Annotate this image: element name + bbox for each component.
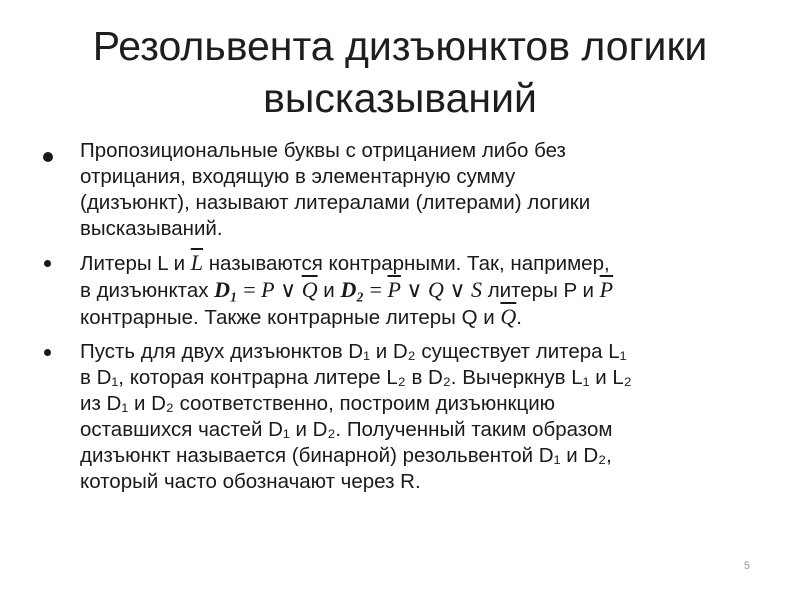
slide-title bbox=[40, 20, 760, 124]
bullet-1-line-1: Пропозициональные буквы с отрицанием либо без bbox=[80, 139, 566, 162]
bullet-dot-icon bbox=[44, 260, 51, 267]
text: и bbox=[317, 279, 341, 302]
bullet-item-1 bbox=[44, 138, 764, 242]
clause-d2: D₂ bbox=[340, 277, 365, 302]
literal-not-p: $\overline{P}$ bbox=[599, 277, 614, 302]
text: литеры P и bbox=[482, 279, 600, 302]
equals: = bbox=[237, 277, 262, 302]
bullet-list bbox=[44, 138, 764, 503]
or-sign: ∨ bbox=[443, 277, 471, 302]
bullet-3-line-3: из D₁ и D₂ соответственно, построим дизъюнкцию bbox=[80, 392, 556, 415]
literal-not-q: $\overline{Q}$ bbox=[301, 277, 318, 302]
or-sign: ∨ bbox=[400, 277, 428, 302]
bullet-2-line-1 bbox=[80, 250, 764, 277]
bullet-1-line-2: отрицания, входящую в элементарную сумму bbox=[80, 165, 516, 188]
text: в дизъюнктах bbox=[80, 279, 215, 302]
bullet-3-line-4: оставшихся частей D₁ и D₂. Полученный таким образом bbox=[80, 418, 613, 441]
text: Литеры L и bbox=[80, 252, 191, 275]
text: контрарные. Также контрарные литеры Q и bbox=[80, 306, 501, 329]
title-line-1: Резольвента дизъюнктов логики bbox=[92, 23, 708, 69]
bullet-dot-icon bbox=[43, 152, 53, 162]
text: называются контрарными. Так, например, bbox=[203, 252, 610, 275]
bullet-2-line-2 bbox=[80, 277, 764, 304]
bullet-3-line-5: дизъюнкт называется (бинарной) резольвентой D₁ и D₂, bbox=[80, 444, 612, 467]
literal-not-p: $\overline{P}$ bbox=[387, 277, 401, 302]
or-sign: ∨ bbox=[274, 277, 302, 302]
bullet-3-line-2: в D₁, которая контрарна литере L₂ в D₂. Вычеркнув L₁ и L₂ bbox=[80, 366, 632, 389]
bullet-dot-icon bbox=[44, 349, 51, 356]
page-number: 5 bbox=[743, 560, 750, 572]
bullet-item-3 bbox=[44, 339, 764, 495]
equals: = bbox=[364, 277, 388, 302]
bullet-item-2 bbox=[44, 250, 764, 331]
text: . bbox=[516, 306, 522, 329]
literal-q: Q bbox=[428, 277, 444, 302]
literal-s: S bbox=[471, 277, 482, 302]
literal-p: P bbox=[261, 277, 275, 302]
bullet-1-line-3: (дизъюнкт), называют литералами (литерами) логики bbox=[80, 191, 591, 214]
literal-not-l: $\overline{L}$ bbox=[190, 250, 204, 275]
literal-not-q: $\overline{Q}$ bbox=[500, 304, 517, 329]
bullet-2-line-3 bbox=[80, 304, 764, 331]
bullet-3-line-6: который часто обозначают через R. bbox=[80, 470, 421, 493]
bullet-3-line-1: Пусть для двух дизъюнктов D₁ и D₂ существует литера L₁ bbox=[80, 340, 627, 363]
title-line-2: высказываний bbox=[263, 75, 537, 121]
clause-d1: D₁ bbox=[214, 277, 238, 302]
bullet-1-line-4: высказываний. bbox=[80, 217, 223, 240]
